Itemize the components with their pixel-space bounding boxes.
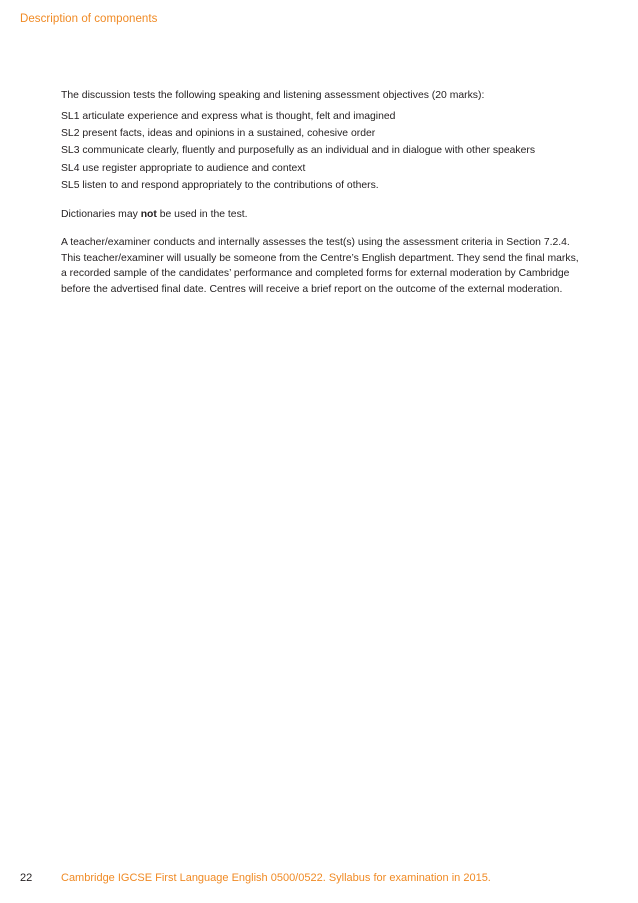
section-header: Description of components [20, 13, 158, 25]
objective-sl2: SL2 present facts, ideas and opinions in a sustained, cohesive order [61, 127, 376, 139]
footer-document-title: Cambridge IGCSE First Language English 0500/0522. Syllabus for examination in 2015. [61, 872, 491, 884]
objective-sl3: SL3 communicate clearly, fluently and purposefully as an individual and in dialogue with other speakers [61, 145, 536, 157]
dictionaries-text-start: Dictionaries may [61, 208, 141, 220]
dictionaries-emphasis: not [140, 208, 157, 220]
dictionaries-paragraph [61, 207, 586, 223]
main-content [61, 88, 586, 297]
page-number: 22 [20, 872, 33, 884]
intro-paragraph: The discussion tests the following speaking and listening assessment objectives (20 marks): [61, 90, 485, 101]
assessment-paragraph: A teacher/examiner conducts and internally assesses the test(s) using the assessment criteria in Section 7.2.4. This teacher/examiner will usually be someone from the Centre’s English department. They send the final marks, a recorded sample of the candidates’ performance and completed forms for external moderation by Cambridge before the advertised final date. Centres will receive a brief report on the outcome of the external moderation. [61, 237, 579, 295]
objective-sl1: SL1 articulate experience and express what is thought, felt and imagined [61, 110, 396, 122]
dictionaries-text-end: be used in the test. [156, 208, 248, 220]
objective-sl5: SL5 listen to and respond appropriately to the contributions of others. [61, 180, 379, 192]
objectives-list [61, 108, 586, 195]
objective-sl4: SL4 use register appropriate to audience and context [61, 162, 306, 174]
